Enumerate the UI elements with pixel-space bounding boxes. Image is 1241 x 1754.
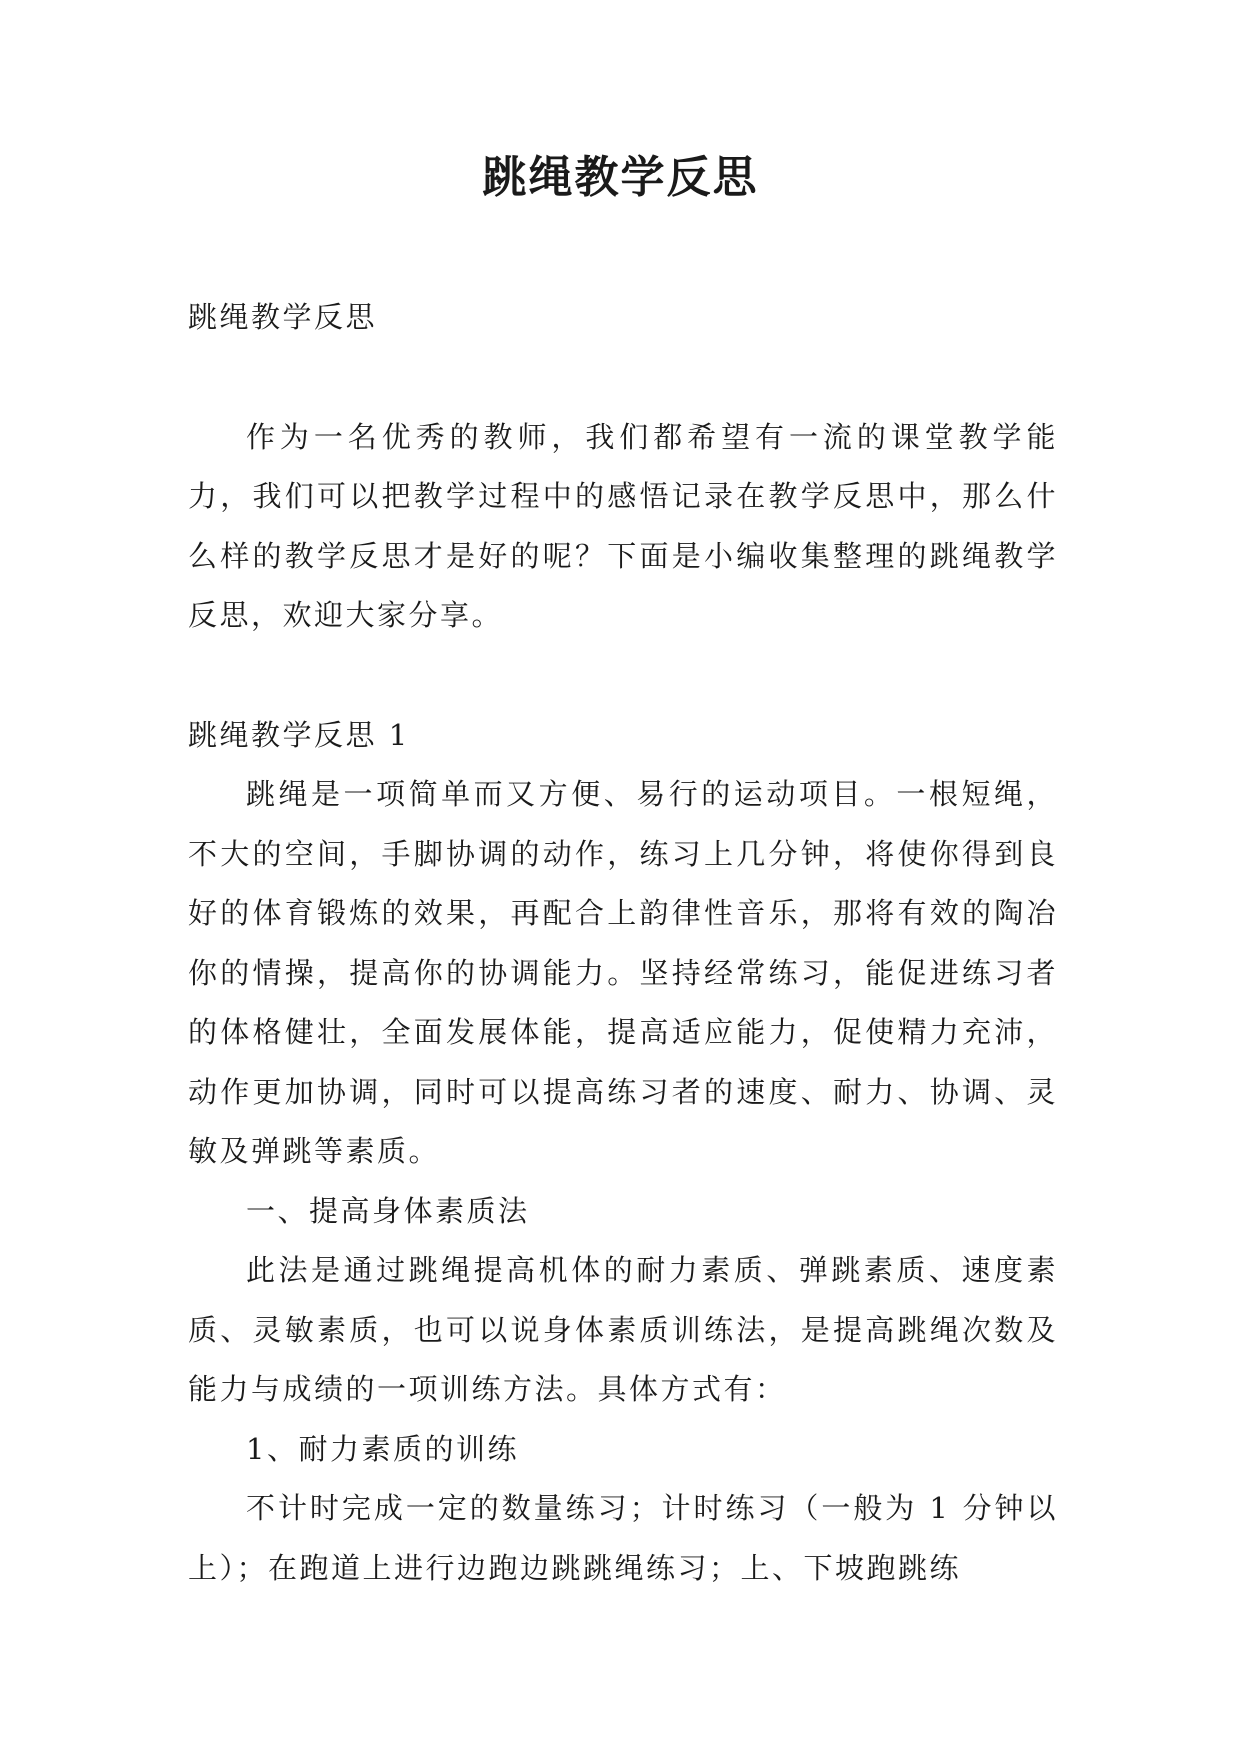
section1-paragraph-2: 此法是通过跳绳提高机体的耐力素质、弹跳素质、速度素质、灵敏素质，也可以说身体素质训练法，是提高跳绳次数及能力与成绩的一项训练方法。具体方式有： <box>188 1253 1058 1406</box>
document-subtitle: 跳绳教学反思 <box>188 300 378 334</box>
subheading-body-quality-method: 一、提高身体素质法 <box>246 1193 530 1228</box>
document-title: 跳绳教学反思 <box>482 152 759 203</box>
section1-paragraph-1: 跳绳是一项简单而又方便、易行的运动项目。一根短绳，不大的空间，手脚协调的动作，练习上几分钟，将使你得到良好的体育锻炼的效果，再配合上韵律性音乐，那将有效的陶冶你的情操，提高你的协调能力。坚持经常练习，能促进练习者的体格健壮，全面发展体能，提高适应能力，促使精力充沛，动作更加协调，同时可以提高练习者的速度、耐力、协调、灵敏及弹跳等素质。 <box>188 777 1058 1168</box>
section1-paragraph-3: 不计时完成一定的数量练习；计时练习（一般为 1 分钟以上）；在跑道上进行边跑边跳跳绳练习；上、下坡跑跳练 <box>188 1491 1058 1585</box>
section-heading-1: 跳绳教学反思 1 <box>188 717 410 752</box>
intro-paragraph: 作为一名优秀的教师，我们都希望有一流的课堂教学能力，我们可以把教学过程中的感悟记录在教学反思中，那么什么样的教学反思才是好的呢？下面是小编收集整理的跳绳教学反思，欢迎大家分享。 <box>188 419 1058 632</box>
subheading-endurance-training: 1、耐力素质的训练 <box>246 1431 519 1466</box>
document-body <box>188 288 1058 1598</box>
